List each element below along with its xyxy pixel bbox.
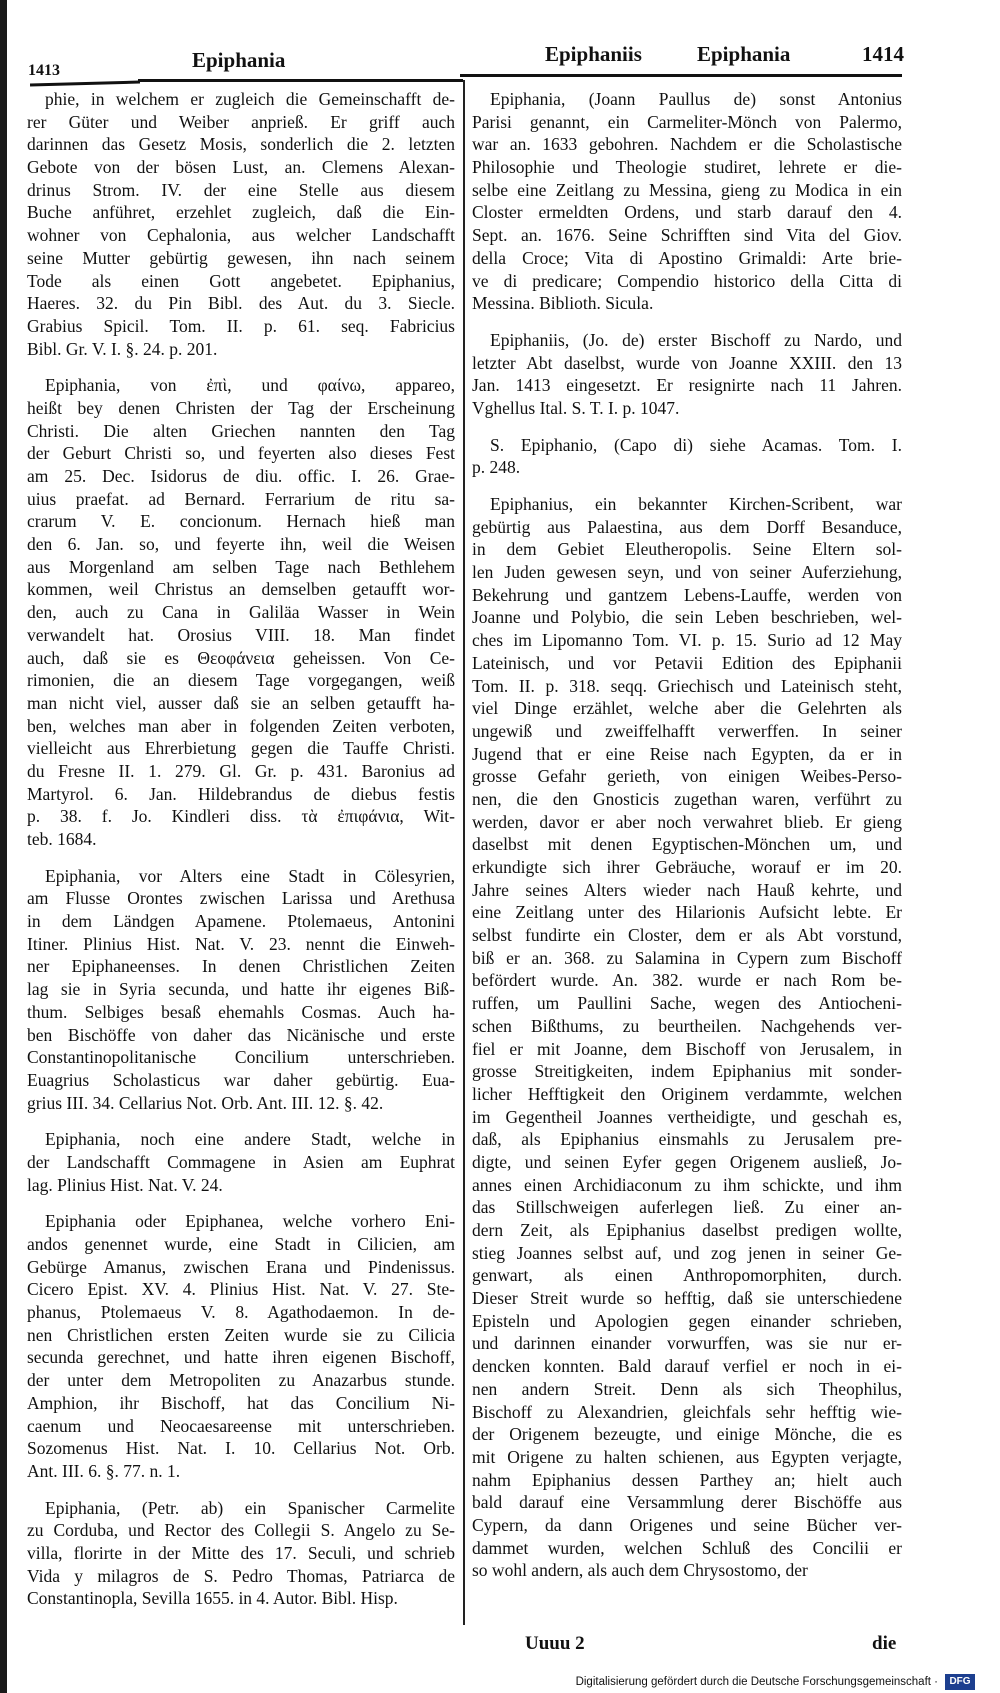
text-line: der Landschafft Commagene in Asien am Euphrat bbox=[27, 1151, 455, 1172]
text-line: ve di predicare; Compendio historico della Citta di bbox=[472, 270, 902, 291]
text-line: Tode als einen Gott angebetet. Epiphanius, bbox=[27, 270, 455, 291]
text-line: letzter Abt daselbst, wurde von Joanne XXIII. den 13 bbox=[472, 352, 902, 373]
text-line: Philosophie und Theologie studiret, lehrete er die- bbox=[472, 157, 902, 178]
text-line: andos genennet wurde, eine Stadt in Cilicien, am bbox=[27, 1234, 455, 1254]
text-line: digte, und seinen Eyfer gegen Origenem ausließ, Jo- bbox=[472, 1151, 902, 1172]
text-line: Haeres. 32. du Pin Bibl. des Aut. du 3. Siecle. bbox=[27, 293, 455, 314]
text-line: aus Morgenland am selben Tage nach Bethlehem bbox=[27, 556, 455, 577]
text-line: der Origenem bezeugte, und einige Mönche, die es bbox=[472, 1424, 902, 1445]
text-line: phie, in welchem er zugleich die Gemeinschafft de- bbox=[45, 89, 455, 109]
text-line: eine Zeitlang unter des Hilarionis Aufsicht lebte. Er bbox=[472, 902, 902, 923]
text-line: kommen, weil Christus an demselben getaufft wor- bbox=[27, 579, 455, 600]
scan-edge bbox=[0, 0, 7, 1693]
text-line: ben Bischöffe von daher das Nicänische und erste bbox=[27, 1024, 455, 1045]
header-rule-left bbox=[138, 79, 463, 82]
text-line: selbst fundirte ein Closter, dem er als Abt vorstund, bbox=[472, 925, 902, 946]
text-line: viel Dinge erzählet, welche aber die Gelehrten als bbox=[472, 698, 902, 719]
text-line: Closter ermeldten Ordens, und starb darauf den 4. bbox=[472, 202, 902, 223]
left-running-title: Epiphania bbox=[192, 48, 286, 72]
right-page-number: 1414 bbox=[862, 42, 904, 66]
text-line: war an. 1633 gebohren. Nachdem er die Scholastische bbox=[472, 134, 902, 155]
text-line: annes einen Archidiaconum zu ihm schickte, und ihm bbox=[472, 1174, 902, 1195]
text-line: phanus, Ptolemaeus V. 8. Agathodaemon. In de- bbox=[27, 1302, 455, 1323]
text-line: Gebote von der bösen Lust, an. Clemens Alexan- bbox=[27, 157, 455, 178]
text-line: nen andern Streit. Denn als sich Theophilus, bbox=[472, 1378, 902, 1399]
text-line: Bekehrung und gantzem Lebens-Lauffe, werden von bbox=[472, 584, 902, 605]
text-line: ruffen, um Paullini Sache, wegen des Antiocheni- bbox=[472, 993, 902, 1014]
text-line: wohner von Cephalonia, aus welcher Landschafft bbox=[27, 225, 455, 246]
text-line: in dem Ländgen Apamene. Ptolemaeus, Antonini bbox=[27, 911, 455, 932]
text-line: rer Güter und Weiber anprieß. Er griff auch bbox=[27, 111, 455, 132]
text-line: vielleicht aus Ehrerbietung gegen die Tauffe Christi. bbox=[27, 738, 455, 759]
entry-paragraph bbox=[472, 88, 902, 315]
entry-paragraph bbox=[27, 1497, 455, 1610]
text-line: daß, als Epiphanius einsmahls zu Jerusalem pre- bbox=[472, 1129, 902, 1150]
text-line: len Juden gewesen seyn, und von seiner Auferziehung, bbox=[472, 562, 902, 583]
text-line: zu Corduba, und Rector des Collegii S. Angelo zu Se- bbox=[27, 1520, 455, 1541]
text-line: Epiphania, (Joann Paullus de) sonst Antonius bbox=[490, 89, 902, 109]
text-line: den, auch zu Cana in Galiläa Wasser in Wein bbox=[27, 602, 455, 623]
text-line: ungewiß und zweiffelhafft verwerffen. In seiner bbox=[472, 720, 902, 741]
text-line: Vida y milagros de S. Pedro Thomas, Patriarca de bbox=[27, 1565, 455, 1586]
text-line: stieg Joannes selbst auf, und zog jenen in seiner Ge- bbox=[472, 1242, 902, 1263]
text-line: Ant. III. 6. §. 77. n. 1. bbox=[27, 1460, 181, 1481]
text-line: genwart, als einen Anthropomorphiten, durch. bbox=[472, 1265, 902, 1286]
text-line: Epiphania, noch eine andere Stadt, welche in bbox=[45, 1129, 455, 1150]
text-line: grosse Gefahr gerieth, von einigen Weibes-Perso- bbox=[472, 766, 902, 787]
text-line: crarum V. E. concionum. Hernach hieß man bbox=[27, 511, 455, 532]
text-line: Buche anführet, erzehlet zugleich, daß die Ein- bbox=[27, 202, 455, 223]
text-line: Epiphania oder Epiphanea, welche vorhero Eni- bbox=[45, 1211, 455, 1232]
text-line: erkundigte sich ihrer Gebräuche, worauf er im 20. bbox=[472, 857, 902, 877]
text-line: Constantinopla, Sevilla 1655. in 4. Autor. Bibl. Hisp. bbox=[27, 1588, 398, 1609]
text-line: teb. 1684. bbox=[27, 829, 97, 849]
column-divider bbox=[463, 80, 465, 1625]
text-line: nen Christlichen ersten Zeiten wurde sie zu Cilicia bbox=[27, 1324, 455, 1345]
header-rule-right bbox=[460, 74, 902, 77]
text-line: den 6. Jan. so, und feyerte ihn, weil die Weisen bbox=[27, 534, 455, 555]
text-line: Episteln und Apologien gegen einander schrieben, bbox=[472, 1310, 902, 1331]
text-line: Epiphanius, ein bekannter Kirchen-Scribent, war bbox=[490, 494, 902, 514]
entry-paragraph bbox=[27, 374, 455, 850]
text-line: p. 38. f. Jo. Kindleri diss. τὰ ἐπιφάνια, Wit- bbox=[27, 806, 455, 827]
digitization-credit: Digitalisierung gefördert durch die Deutsche Forschungsgemeinschaft · bbox=[575, 1676, 938, 1688]
text-line: Grabius Spicil. Tom. II. p. 61. seq. Fabricius bbox=[27, 315, 455, 336]
right-running-title-2: Epiphania bbox=[697, 42, 791, 66]
text-line: Messina. Biblioth. Sicula. bbox=[472, 293, 654, 314]
text-line: am 25. Dec. Isidorus de diu. offic. I. 26. Grae- bbox=[27, 466, 455, 486]
text-line: bald darauf eine Versammlung derer Bischöffe aus bbox=[472, 1492, 902, 1513]
text-line: befördert wurde. An. 382. wurde er nach Rom be- bbox=[472, 970, 902, 991]
text-line: della Croce; Vita di Apostino Grimaldi: Arte brie- bbox=[472, 247, 902, 268]
text-line: auch, daß sie es Θεοφάνεια geheissen. Von Ce- bbox=[27, 647, 455, 668]
text-line: darinnen das Gesetz Mosis, sonderlich die 2. letzten bbox=[27, 134, 455, 155]
text-line: Epiphania, vor Alters eine Stadt in Cölesyrien, bbox=[45, 865, 455, 886]
right-column bbox=[472, 88, 902, 1582]
text-line: ches im Lipomanno Tom. VI. p. 15. Surio ad 12 May bbox=[472, 630, 902, 651]
text-line: Bischoff zu Alexandrien, gleichfals sehr hefftig wie- bbox=[472, 1401, 902, 1422]
text-line: und darinnen einander vorwurffen, was sie nur er- bbox=[472, 1333, 902, 1354]
text-line: drinus Strom. IV. der eine Stelle aus diesem bbox=[27, 179, 455, 200]
text-line: Martyrol. 6. Jan. Hildebrandus de diebus festis bbox=[27, 783, 455, 804]
text-line: Christi. Die alten Griechen nannten den Tag bbox=[27, 420, 455, 441]
text-line: Jahre seines Alters wieder nach Hauß kehrte, und bbox=[472, 879, 902, 900]
text-line: biß er an. 368. zu Salamina in Cypern zum Bischoff bbox=[472, 947, 902, 968]
text-line: grosse Streitigkeiten, indem Epiphanius mit sonder- bbox=[472, 1061, 902, 1082]
text-line: schen Bißthums, zu beurtheilen. Nachgehends ver- bbox=[472, 1015, 902, 1036]
right-running-title-1: Epiphaniis bbox=[545, 42, 642, 66]
text-line: ben, welches man aber in folgenden Zeiten verboten, bbox=[27, 715, 455, 736]
text-line: in dem Gebiet Eleutheropolis. Seine Eltern sol- bbox=[472, 539, 902, 560]
text-line: Jan. 1413 eingesetzt. Er resignirte nach 11 Jahren. bbox=[472, 375, 902, 396]
text-line: rimonien, die an diesem Tage vorgegangen, weiß bbox=[27, 670, 455, 691]
text-line: mit Origene zu halten schienen, aus Egypten verjagte, bbox=[472, 1446, 902, 1467]
text-line: Euagrius Scholasticus war daher gebürtig. Eua- bbox=[27, 1069, 455, 1090]
entry-paragraph bbox=[472, 493, 902, 1582]
left-page-number: 1413 bbox=[28, 62, 60, 79]
text-line: Epiphania, von ἐπὶ, und φαίνω, appareo, bbox=[45, 375, 455, 396]
entry-paragraph bbox=[472, 434, 902, 479]
text-line: secunda gerechnet, und hatte ihren eigenen Bischoff, bbox=[27, 1347, 455, 1368]
text-line: Vghellus Ital. S. T. I. p. 1047. bbox=[472, 397, 680, 418]
text-line: seine Mutter gebürtig gewesen, ihn nach seinem bbox=[27, 247, 455, 268]
text-line: der Geburt Christi so, und feyerten also dieses Fest bbox=[27, 443, 455, 464]
signature-mark: Uuuu 2 bbox=[525, 1633, 585, 1654]
text-line: thum. Selbiges besaß ehemahls Cosmas. Auch ha- bbox=[27, 1001, 455, 1022]
text-line: dencken konnten. Bald darauf verfiel er noch in ei- bbox=[472, 1356, 902, 1377]
entry-paragraph bbox=[472, 329, 902, 420]
text-line: Sozomenus Hist. Nat. I. 10. Cellarius Not. Orb. bbox=[27, 1438, 455, 1459]
text-line: Dieser Streit wurde so hefftig, daß sie unterschiedene bbox=[472, 1288, 902, 1309]
text-line: licher Hefftigkeit den Originem verdammte, welchen bbox=[472, 1083, 902, 1104]
text-line: dammet wurden, welchen Schluß des Concilii er bbox=[472, 1537, 902, 1558]
text-line: Amphion, ihr Bischoff, hat das Concilium Ni- bbox=[27, 1392, 455, 1413]
text-line: lag. Plinius Hist. Nat. V. 24. bbox=[27, 1174, 223, 1195]
text-line: Gebürge Amanus, zwischen Erana und Pindenissus. bbox=[27, 1256, 455, 1277]
text-line: S. Epiphanio, (Capo di) siehe Acamas. Tom. I. bbox=[490, 434, 902, 455]
text-line: Parisi genannt, ein Carmeliter-Mönch von Palermo, bbox=[472, 111, 902, 132]
text-line: Itiner. Plinius Hist. Nat. V. 23. nennt die Einweh- bbox=[27, 933, 455, 954]
text-line: nahm Epiphanius dessen Parthey an; hielt auch bbox=[472, 1469, 902, 1490]
text-line: lag sie in Syria secunda, und hatte ihr eigenes Biß- bbox=[27, 979, 455, 1000]
text-line: p. 248. bbox=[472, 457, 521, 478]
text-line: im Gegentheil Joannes vertheidigte, und geschah es, bbox=[472, 1106, 902, 1127]
text-line: der unter dem Metropoliten zu Anazarbus stunde. bbox=[27, 1370, 455, 1391]
text-line: nen, die den Gnosticis zugethan waren, verführt zu bbox=[472, 788, 902, 809]
text-line: Jugend that er eine Reise nach Egypten, da er in bbox=[472, 743, 902, 764]
text-line: gebürtig aus Palaestina, aus dem Dorff Besanduce, bbox=[472, 516, 902, 537]
text-line: Tom. II. p. 318. seqq. Griechisch und Lateinisch steht, bbox=[472, 675, 902, 696]
text-line: am Flusse Orontes zwischen Larissa und Arethusa bbox=[27, 888, 455, 909]
text-line: Epiphania, (Petr. ab) ein Spanischer Carmelite bbox=[45, 1497, 455, 1518]
text-line: heißt bey denen Christen der Tag der Erscheinung bbox=[27, 397, 455, 418]
text-line: selbe eine Zeitlang zu Messina, gieng zu Modica in ein bbox=[472, 179, 902, 200]
entry-paragraph bbox=[27, 1128, 455, 1196]
text-line: Cypern, da dann Origenes und seine Bücher ver- bbox=[472, 1514, 902, 1535]
text-line: dern Zeit, als Epiphanius daselbst predigen wollte, bbox=[472, 1220, 902, 1240]
dfg-logo: DFG bbox=[945, 1674, 975, 1690]
entry-paragraph bbox=[27, 865, 455, 1115]
catchword: die bbox=[872, 1633, 897, 1654]
text-line: werden, davor er aber noch verwahret blieb. Er gieng bbox=[472, 811, 902, 832]
text-line: Lateinisch, und vor Petavii Edition des Epiphanii bbox=[472, 652, 902, 673]
text-line: das Stillschweigen auferlegen ließ. Zu einer an- bbox=[472, 1197, 902, 1218]
text-line: verwandelt hat. Orosius VIII. 18. Man findet bbox=[27, 624, 455, 645]
text-line: villa, florirte in der Mitte des 17. Seculi, und schrieb bbox=[27, 1542, 455, 1563]
text-line: Bibl. Gr. V. I. §. 24. p. 201. bbox=[27, 338, 218, 359]
entry-paragraph bbox=[27, 1210, 455, 1482]
text-line: Cicero Epist. XV. 4. Plinius Hist. Nat. V. 27. Ste- bbox=[27, 1279, 455, 1300]
text-line: Joanne und Polybio, die sein Leben beschrieben, wel- bbox=[472, 607, 902, 628]
entry-paragraph bbox=[27, 88, 455, 360]
text-line: Epiphaniis, (Jo. de) erster Bischoff zu Nardo, und bbox=[490, 329, 902, 350]
text-line: grius III. 34. Cellarius Not. Orb. Ant. III. 12. §. 42. bbox=[27, 1092, 384, 1113]
left-column bbox=[27, 88, 455, 1610]
text-line: du Fresne II. 1. 279. Gl. Gr. p. 431. Baronius ad bbox=[27, 760, 455, 781]
text-line: man nicht viel, ausser daß sie an selben getaufft ha- bbox=[27, 692, 455, 713]
text-line: Sept. an. 1676. Seine Schrifften sind Vita del Giov. bbox=[472, 225, 902, 246]
header-rule-left-segment bbox=[30, 81, 140, 87]
text-line: Constantinopolitanische Concilium unterschrieben. bbox=[27, 1047, 455, 1068]
text-line: uius praefat. ad Bernard. Ferrarium de ritu sa- bbox=[27, 488, 455, 509]
text-line: caenum und Neocaesareense mit unterschrieben. bbox=[27, 1415, 455, 1436]
text-line: ner Epiphaneenses. In denen Christlichen Zeiten bbox=[27, 956, 455, 977]
text-line: daselbst mit denen Egyptischen-Mönchen um, und bbox=[472, 834, 902, 855]
text-line: fiel er mit Joanne, dem Bischoff von Jerusalem, in bbox=[472, 1038, 902, 1059]
text-line: so wohl andern, als auch dem Chrysostomo, der bbox=[472, 1560, 808, 1581]
